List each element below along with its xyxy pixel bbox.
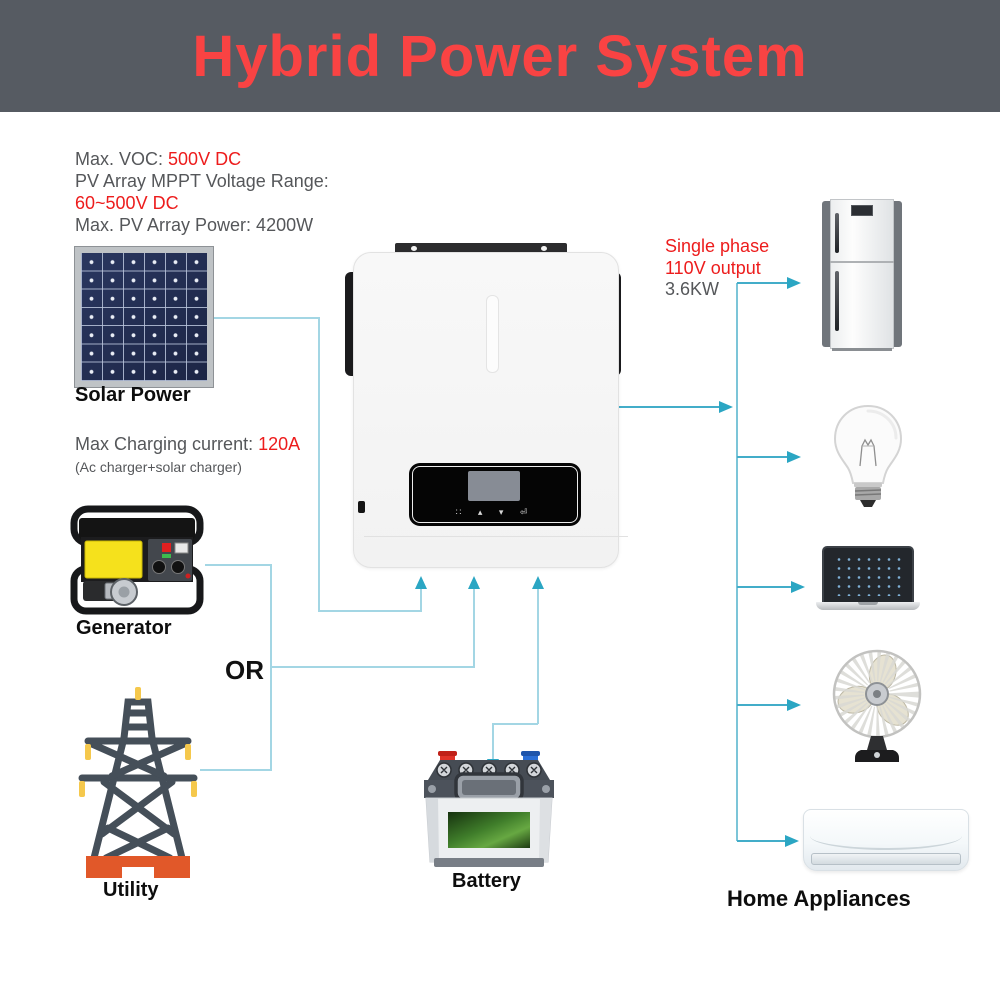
- lcd-screen: [468, 471, 520, 501]
- output-line1: Single phase: [665, 236, 770, 256]
- solar-panel-icon: [75, 247, 213, 387]
- fridge-display: [851, 205, 873, 216]
- home-appliances-label: Home Appliances: [727, 886, 911, 911]
- arrow-right-ac: [785, 835, 799, 847]
- air-conditioner-icon: [803, 809, 969, 871]
- fridge-side: [893, 201, 902, 347]
- charging-note: (Ac charger+solar charger): [75, 459, 242, 475]
- fan-icon: [831, 648, 923, 766]
- inverter-body: [353, 252, 619, 568]
- fridge-front: [830, 199, 894, 349]
- refrigerator-icon: [822, 199, 902, 351]
- bracket-hole: [541, 246, 547, 251]
- or-label: OR: [225, 655, 264, 685]
- title-banner: [0, 0, 1000, 112]
- spec-max-power: Max. PV Array Power: 4200W: [75, 215, 314, 235]
- generator-label: Generator: [76, 617, 172, 639]
- arrow-right-bulb: [787, 451, 801, 463]
- battery-icon: [404, 750, 574, 872]
- arrow-right-laptop: [791, 581, 805, 593]
- solar-cells: [81, 253, 207, 381]
- solar-label: Solar Power: [75, 384, 191, 406]
- fridge-handle: [835, 213, 839, 253]
- generator-icon: [64, 503, 209, 618]
- output-line2: 110V output: [665, 257, 761, 278]
- arrow-up-pv: [415, 576, 427, 589]
- side-connector-icon: [358, 501, 365, 513]
- laptop-base: [816, 602, 920, 610]
- display-panel: [409, 463, 581, 526]
- arrow-up-battery: [532, 576, 544, 589]
- fridge-divider: [830, 261, 894, 263]
- arrow-right-fan: [787, 699, 801, 711]
- ac-input-line: [271, 583, 474, 667]
- fridge-base: [832, 348, 892, 351]
- pv-spec-block: [75, 148, 329, 236]
- arrow-up-ac-in: [468, 576, 480, 589]
- spec-mppt-label: PV Array MPPT Voltage Range:: [75, 171, 329, 191]
- arrow-right-fridge: [787, 277, 801, 289]
- body-seam: [364, 536, 628, 537]
- fridge-handle: [835, 271, 839, 331]
- charging-spec: Max Charging current: 120A: [75, 434, 301, 454]
- output-lines: [618, 283, 795, 841]
- spec-max-voc: Max. VOC: 500V DC: [75, 149, 242, 169]
- laptop-icon: [816, 546, 920, 610]
- output-line3: 3.6KW: [665, 279, 720, 299]
- battery-label: Battery: [452, 870, 521, 892]
- arrow-right-output: [719, 401, 733, 413]
- bracket-hole: [411, 246, 417, 251]
- output-spec-block: [665, 236, 769, 301]
- inverter-device: [343, 240, 623, 570]
- spec-mppt-value: 60~500V DC: [75, 193, 179, 213]
- display-buttons-icons: ∷ ▴ ▾ ⏎: [455, 507, 535, 517]
- page-title: Hybrid Power System: [192, 23, 808, 89]
- light-bulb-icon: [827, 404, 909, 508]
- utility-label: Utility: [103, 879, 159, 901]
- utility-tower-icon: [68, 686, 208, 881]
- led-strip-icon: [486, 295, 499, 373]
- laptop-screen: [822, 546, 914, 602]
